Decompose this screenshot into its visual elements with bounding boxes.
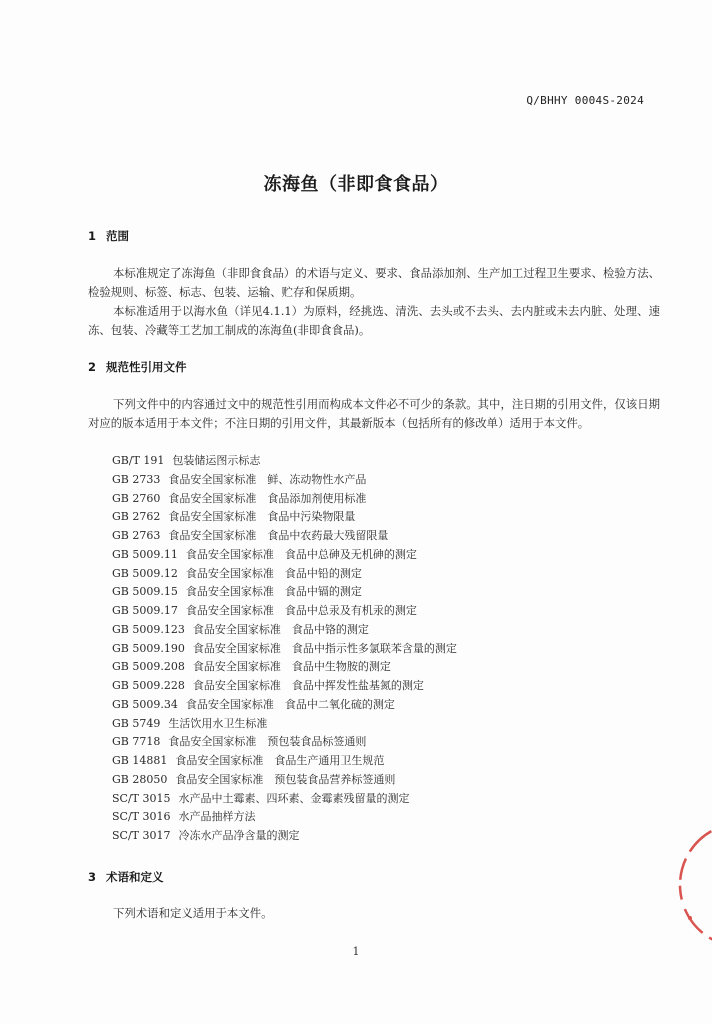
reference-item [112, 696, 457, 715]
reference-code: SC/T 3015 [112, 791, 171, 805]
reference-title: 食品安全国家标准 食品生产通用卫生规范 [175, 754, 385, 767]
reference-item [112, 677, 457, 696]
red-seal-stamp [672, 810, 712, 960]
reference-item [112, 602, 457, 621]
reference-title: 水产品中土霉素、四环素、金霉素残留量的测定 [178, 791, 410, 805]
reference-title: 食品安全国家标准 食品中指示性多氯联苯含量的测定 [192, 641, 457, 655]
reference-code: GB 5009.17 [112, 604, 178, 617]
reference-item [112, 621, 457, 640]
reference-code: GB 28050 [112, 772, 168, 786]
reference-title: 水产品抽样方法 [178, 810, 256, 824]
reference-title: 食品安全国家标准 食品添加剂使用标准 [168, 491, 367, 505]
reference-title: 食品安全国家标准 食品中污染物限量 [168, 510, 356, 524]
scope-paragraph-2: 本标准适用于以海水鱼（详见4.1.1）为原料，经挑选、清洗、去头或不去头、去内脏或未去内脏、处理、速冻、包装、冷藏等工艺加工制成的冻海鱼(非即食食品)。 [88, 304, 660, 337]
document-code: Q/BHHY 0004S-2024 [526, 94, 644, 107]
section-number: 2 [88, 360, 97, 374]
reference-item [112, 471, 457, 490]
normative-reference-list [112, 452, 457, 846]
section-title: 范围 [106, 229, 129, 243]
reference-code: GB/T 191 [112, 454, 165, 467]
terms-intro: 下列术语和定义适用于本文件。 [113, 906, 273, 920]
reference-title: 冷冻水产品净含量的测定 [178, 829, 300, 842]
reference-title: 食品安全国家标准 食品中农药最大残留限量 [168, 529, 389, 542]
reference-item [112, 658, 457, 677]
reference-title: 食品安全国家标准 预包装食品营养标签通则 [175, 772, 396, 786]
reference-item [112, 771, 457, 790]
reference-item [112, 827, 457, 846]
reference-code: SC/T 3017 [112, 829, 171, 842]
reference-code: GB 5009.123 [112, 622, 185, 636]
reference-code: GB 5749 [112, 716, 161, 730]
section-2-heading [88, 359, 187, 375]
reference-item [112, 790, 457, 809]
reference-title: 食品安全国家标准 食品中二氧化硫的测定 [185, 697, 395, 711]
reference-item [112, 752, 457, 771]
section-1-heading [88, 228, 129, 244]
reference-title: 食品安全国家标准 食品中总砷及无机砷的测定 [185, 547, 417, 561]
reference-code: GB 5009.11 [112, 547, 178, 561]
reference-item [112, 490, 457, 509]
reference-title: 食品安全国家标准 食品中铅的测定 [185, 566, 362, 580]
reference-title: 食品安全国家标准 食品中生物胺的测定 [192, 660, 391, 674]
reference-title: 食品安全国家标准 鲜、冻动物性水产品 [168, 472, 367, 486]
section-number: 3 [88, 870, 97, 884]
reference-code: GB 5009.228 [112, 679, 185, 692]
reference-item [112, 508, 457, 527]
reference-title: 食品安全国家标准 食品中铬的测定 [192, 622, 369, 636]
references-intro: 下列文件中的内容通过文中的规范性引用而构成本文件必不可少的条款。其中，注日期的引用文件，仅该日期对应的版本适用于本文件；不注日期的引用文件，其最新版本（包括所有的修改单）适用于本文件。 [88, 397, 660, 430]
reference-title: 食品安全国家标准 食品中总汞及有机汞的测定 [185, 604, 417, 617]
scope-paragraph-1: 本标准规定了冻海鱼（非即食食品）的术语与定义、要求、食品添加剂、生产加工过程卫生要求、检验方法、检验规则、标签、标志、包装、运输、贮存和保质期。 [88, 266, 660, 299]
reference-item [112, 546, 457, 565]
reference-item [112, 733, 457, 752]
reference-item [112, 715, 457, 734]
reference-item [112, 452, 457, 471]
reference-code: GB 2760 [112, 491, 161, 505]
reference-title: 食品安全国家标准 预包装食品标签通则 [168, 735, 367, 749]
reference-code: GB 5009.34 [112, 697, 178, 711]
reference-code: GB 14881 [112, 754, 168, 767]
reference-code: GB 2733 [112, 472, 161, 486]
reference-title: 食品安全国家标准 食品中挥发性盐基氮的测定 [192, 679, 424, 692]
reference-item [112, 565, 457, 584]
reference-code: GB 5009.190 [112, 641, 185, 655]
reference-item [112, 583, 457, 602]
reference-title: 包装储运图示标志 [172, 454, 261, 467]
section-title: 术语和定义 [106, 870, 164, 884]
reference-code: SC/T 3016 [112, 810, 171, 824]
reference-item [112, 808, 457, 827]
reference-code: GB 5009.12 [112, 566, 178, 580]
section-number: 1 [88, 229, 97, 243]
reference-code: GB 5009.208 [112, 660, 185, 674]
page-number: 1 [352, 945, 360, 958]
section-title: 规范性引用文件 [106, 360, 187, 374]
reference-title: 生活饮用水卫生标准 [168, 716, 268, 730]
reference-code: GB 5009.15 [112, 585, 178, 599]
reference-item [112, 640, 457, 659]
reference-code: GB 2763 [112, 529, 161, 542]
document-title: 冻海鱼（非即食食品） [263, 174, 449, 195]
reference-code: GB 7718 [112, 735, 161, 749]
reference-item [112, 527, 457, 546]
reference-code: GB 2762 [112, 510, 161, 524]
reference-title: 食品安全国家标准 食品中镉的测定 [185, 585, 362, 599]
section-3-heading [88, 869, 164, 885]
